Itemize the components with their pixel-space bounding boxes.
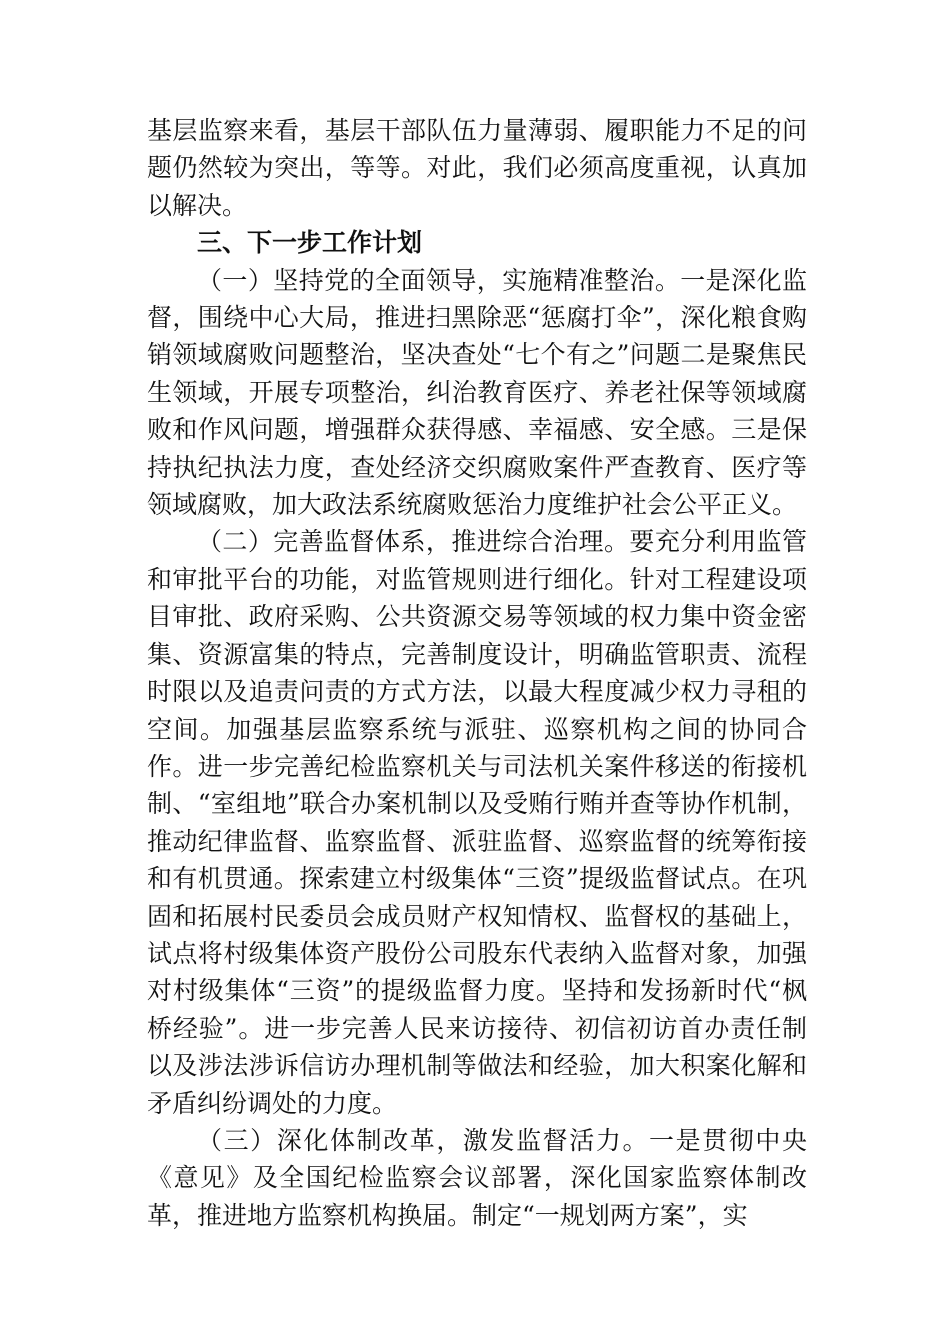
paragraph-2: （二）完善监督体系，推进综合治理。要充分利用监管和审批平台的功能，对监管规则进行细化。针对工程建设项目审批、政府采购、公共资源交易等领域的权力集中资金密集、资源富集的特点，完善制度设计，明确监管职责、流程时限以及追责问责的方式方法，以最大程度减少权力寻租的空间。加强基层监察系统与派驻、巡察机构之间的协同合作。进一步完善纪检监察机关与司法机关案件移送的衔接机制、“室组地”联合办案机制以及受贿行贿并查等协作机制，推动纪律监督、监察监督、派驻监督、巡察监督的统筹衔接和有机贯通。探索建立村级集体“三资”提级监督试点。在巩固和拓展村民委员会成员财产权知情权、监督权的基础上，试点将村级集体资产股份公司股东代表纳入监督对象，加强对村级集体“三资”的提级监督力度。坚持和发扬新时代“枫桥经验”。进一步完善人民来访接待、初信初访首办责任制以及涉法涉诉信访办理机制等做法和经验，加大积案化解和矛盾纠纷调处的力度。 [147, 527, 807, 1118]
section-heading: 三、下一步工作计划 [197, 228, 423, 258]
continuation-paragraph: 基层监察来看，基层干部队伍力量薄弱、履职能力不足的问题仍然较为突出，等等。对此，我们必须高度重视，认真加以解决。 [147, 116, 807, 220]
paragraph-1: （一）坚持党的全面领导，实施精准整治。一是深化监督，围绕中心大局，推进扫黑除恶“惩腐打伞”，深化粮食购销领域腐败问题整治，坚决查处“七个有之”问题二是聚焦民生领域，开展专项整治，纠治教育医疗、养老社保等领域腐败和作风问题，增强群众获得感、幸福感、安全感。三是保持执纪执法力度，查处经济交织腐败案件严查教育、医疗等领域腐败，加大政法系统腐败惩治力度维护社会公平正义。 [147, 265, 807, 520]
paragraph-3: （三）深化体制改革，激发监督活力。一是贯彻中央《意见》及全国纪检监察会议部署，深化国家监察体制改革，推进地方监察机构换届。制定“一规划两方案”，实 [147, 1125, 807, 1230]
document-page [147, 112, 807, 1234]
